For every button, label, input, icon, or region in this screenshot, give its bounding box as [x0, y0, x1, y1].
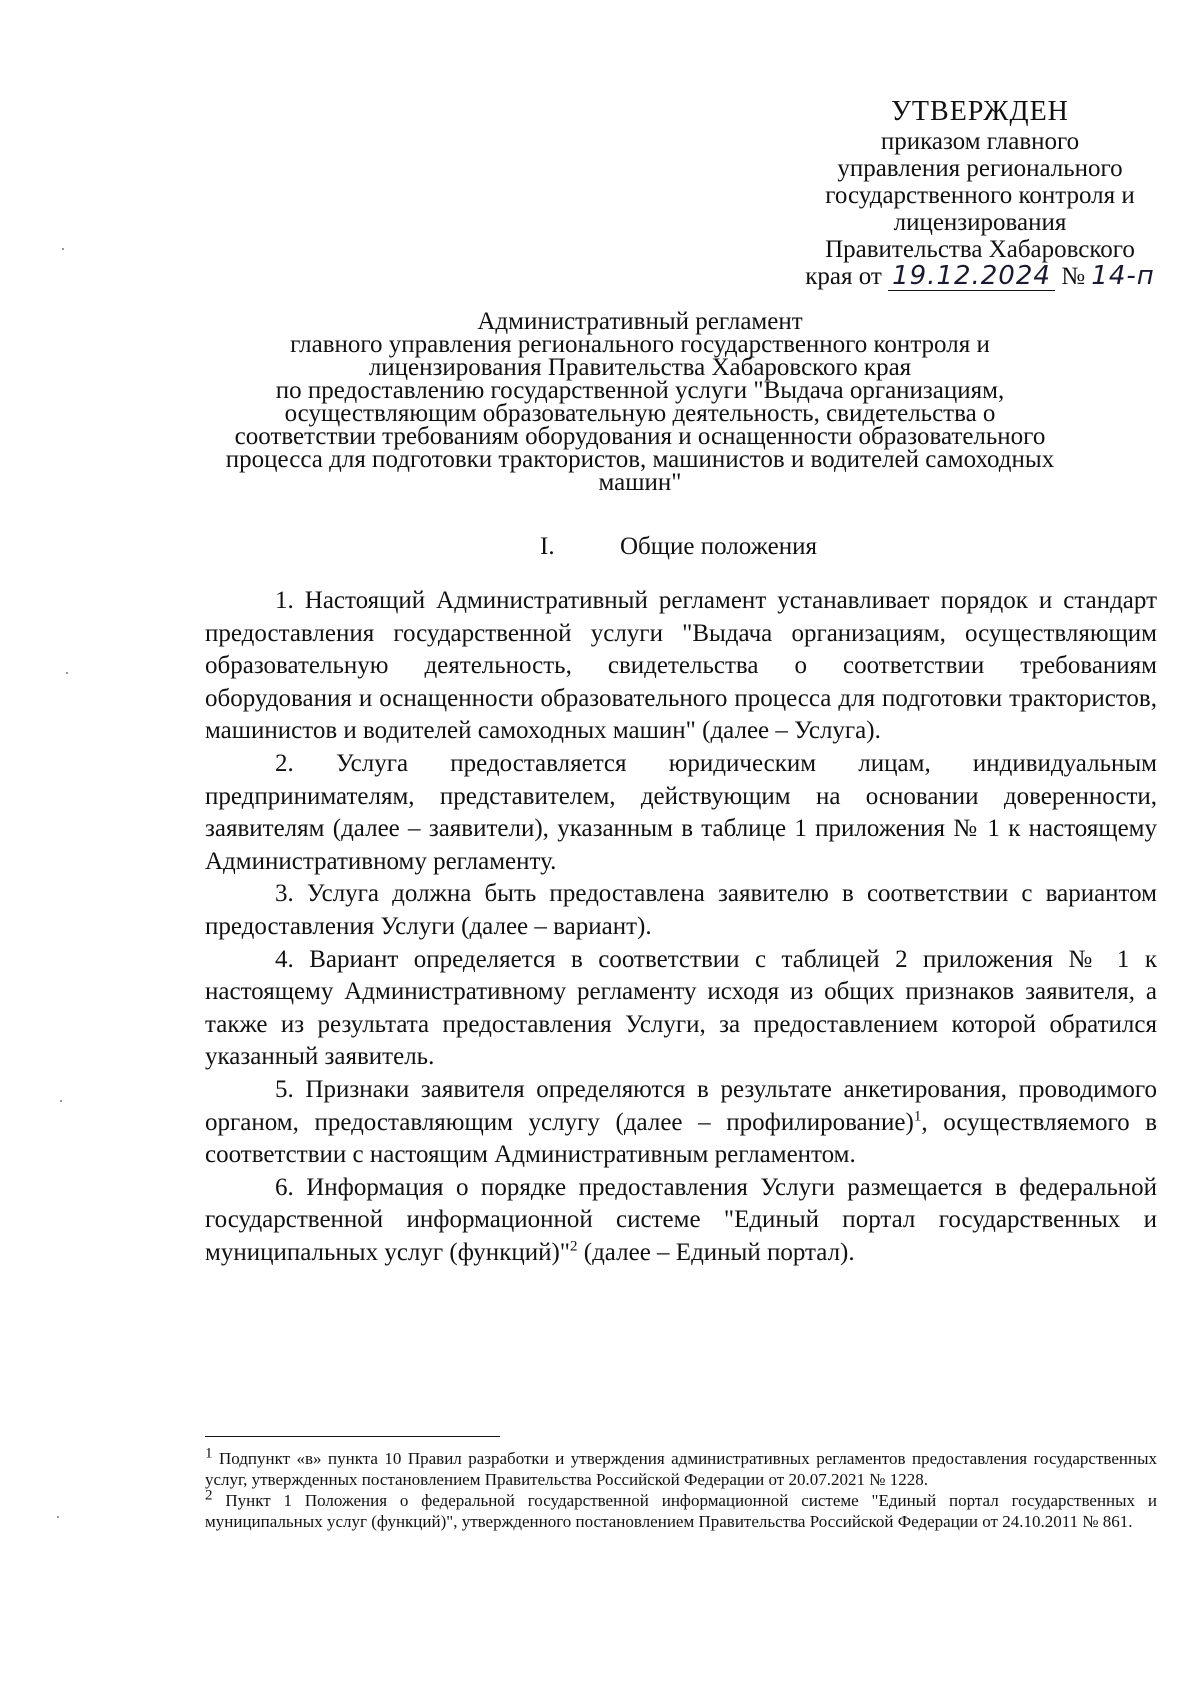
approval-stamp-block	[780, 96, 1180, 291]
title-line-1: Административный регламент	[477, 308, 803, 335]
scan-speck	[62, 248, 64, 250]
approval-line-3: государственного контроля и	[825, 182, 1135, 209]
paragraph-5	[205, 1074, 1157, 1172]
paragraph-5-text-a: 5. Признаки заявителя определяются в результате анкетирования, проводимого органом, предоставляющим услугу (далее – профилирование)	[205, 1075, 1157, 1136]
approval-date-line	[780, 263, 1180, 291]
title-line-8: машин"	[598, 469, 682, 496]
footnote-2-mark: 2	[205, 1487, 213, 1504]
paragraph-4: 4. Вариант определяется в соответствии с таблицей 2 приложения № 1 к настоящему Административному регламенту исходя из общих признаков заявителя, а также из результата предоставления Услуги, за предоставлением которой обратился указанный заявитель.	[205, 945, 1157, 1071]
title-line-7: процесса для подготовки трактористов, машинистов и водителей самоходных	[225, 446, 1055, 473]
paragraph-5-text-b: , осуществляемого в соответствии с настоящим Административным регламентом.	[205, 1108, 1157, 1169]
footnote-separator	[205, 1436, 500, 1437]
section-title: Общие положения	[620, 533, 817, 560]
approval-line-4: лицензирования	[893, 209, 1067, 236]
footnotes	[205, 1445, 1157, 1532]
document-body	[205, 585, 1157, 1269]
paragraph-2: 2. Услуга предоставляется юридическим лицам, индивидуальным предпринимателям, представителем, действующим на основании доверенности, заявителям (далее – заявители), указанным в таблице 1 приложения № 1 к настоящему Административному регламенту.	[205, 749, 1157, 875]
footnote-1	[205, 1445, 1157, 1490]
title-line-2: главного управления регионального государственного контроля и	[290, 331, 990, 358]
approval-line-5: Правительства Хабаровского	[825, 236, 1135, 263]
paragraph-6-text-a: 6. Информация о порядке предоставления Услуги размещается в федеральной государственной информационной системе "Единый портал государственных и муниципальных услуг (функций)"	[205, 1173, 1157, 1266]
handwritten-date: 19.12.2024	[892, 261, 1051, 291]
approval-line-2: управления регионального	[837, 155, 1123, 182]
footnote-2	[205, 1487, 1157, 1532]
footnote-1-text: Подпункт «в» пункта 10 Правил разработки и утверждения административных регламентов предоставления государственных услуг, утвержденных постановлением Правительства Российской Федерации от 20.07.2021 № 1228.	[205, 1449, 1157, 1489]
paragraph-3: 3. Услуга должна быть предоставлена заявителю в соответствии с вариантом предоставления Услуги (далее – вариант).	[205, 880, 1157, 940]
scan-speck	[57, 1516, 59, 1518]
approval-heading: УТВЕРЖДЕН	[891, 96, 1069, 127]
scan-speck	[66, 672, 68, 674]
document-title	[190, 310, 1090, 494]
footnote-ref-2: 2	[570, 1238, 578, 1255]
approval-number-sign: №	[1061, 263, 1086, 290]
paragraph-6	[205, 1172, 1157, 1270]
footnote-1-mark: 1	[205, 1445, 213, 1462]
paragraph-6-text-b: (далее – Единый портал).	[577, 1238, 855, 1266]
section-number: I.	[540, 533, 555, 560]
paragraph-1: 1. Настоящий Административный регламент устанавливает порядок и стандарт предоставления государственной услуги "Выдача организациям, осуществляющим образовательную деятельность, свидетельства о соответствии требованиям оборудования и оснащенности образовательного процесса для подготовки трактористов, машинистов и водителей самоходных машин" (далее – Услуга).	[205, 587, 1157, 745]
footnote-ref-1: 1	[913, 1108, 922, 1125]
title-line-6: соответствии требованиям оборудования и оснащенности образовательного	[234, 423, 1046, 450]
approval-date-prefix: края от	[805, 263, 882, 290]
title-line-3: лицензирования Правительства Хабаровского края	[368, 354, 912, 381]
handwritten-number: 14-п	[1091, 261, 1155, 291]
title-line-4: по предоставлению государственной услуги "Выдача организациям,	[275, 377, 1005, 404]
scan-speck	[60, 1100, 62, 1102]
title-line-5: осуществляющим образовательную деятельность, свидетельства о	[284, 400, 996, 427]
approval-date-field	[888, 263, 1055, 291]
approval-line-1: приказом главного	[880, 128, 1080, 155]
footnote-2-text: Пункт 1 Положения о федеральной государственной информационной системе "Единый портал государственных и муниципальных услуг (функций)", утвержденного постановлением Правительства Российской Федерации от 24.10.2011 № 861.	[205, 1491, 1157, 1531]
